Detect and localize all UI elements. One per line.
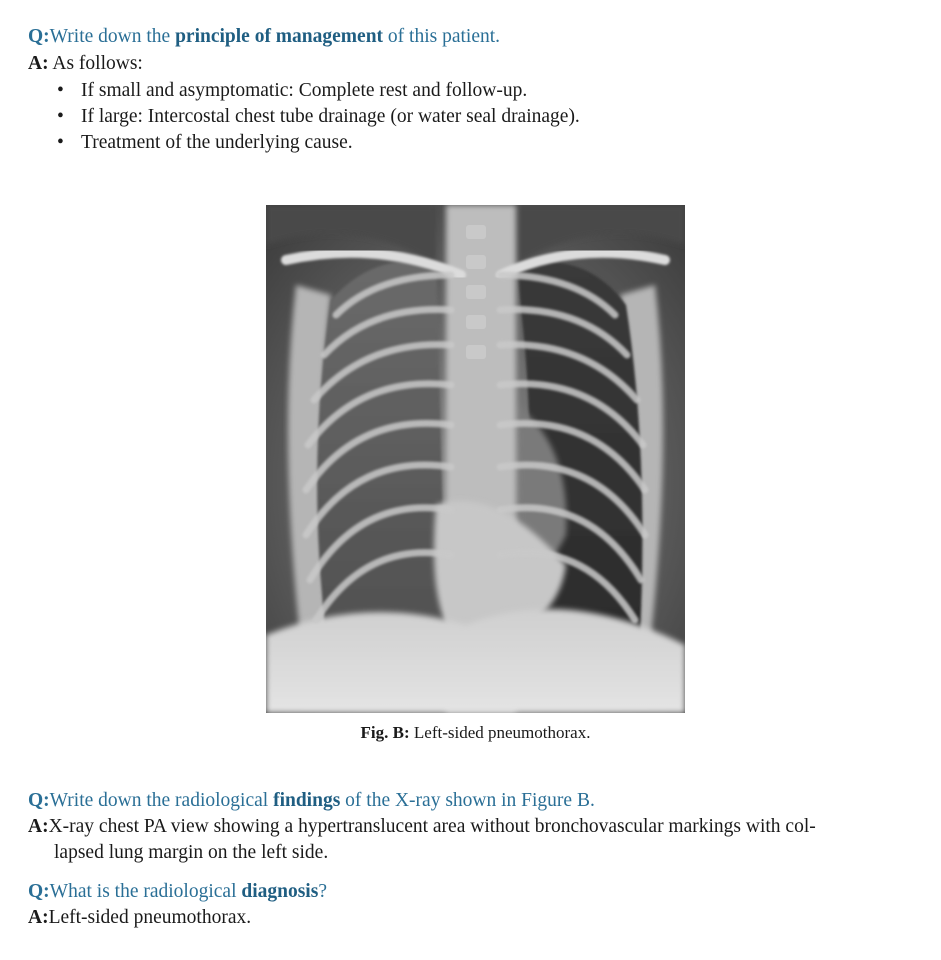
answer-label: A:: [28, 907, 49, 928]
list-item-text: If large: Intercostal chest tube drainage (or water seal drainage).: [81, 106, 580, 127]
answer-diagnosis: [28, 905, 251, 931]
chest-xray-image: [266, 205, 685, 713]
question-findings: [28, 788, 595, 814]
list-item: [57, 130, 353, 156]
question-text-bold: principle of management: [175, 26, 384, 47]
question-diagnosis: [28, 879, 327, 905]
figure-caption: [266, 721, 685, 745]
answer-text: As follows:: [48, 53, 143, 74]
answer-line-2: lapsed lung margin on the left side.: [54, 842, 329, 863]
question-text-post: ?: [318, 881, 327, 902]
question-text-post: of the X-ray shown in Figure B.: [340, 790, 595, 811]
answer-findings: [28, 814, 918, 866]
question-text-post: of this patient.: [383, 26, 501, 47]
question-label: Q:: [28, 790, 50, 811]
list-item: [57, 104, 580, 130]
caption-label: Fig. B:: [360, 723, 410, 742]
question-management: [28, 24, 500, 50]
question-text-pre: Write down the: [49, 26, 176, 47]
bullet-icon: •: [57, 106, 64, 127]
list-item-text: Treatment of the underlying cause.: [81, 132, 353, 153]
answer-line-1: X-ray chest PA view showing a hypertranslucent area without bronchovascular markings with col-: [48, 816, 816, 837]
question-label: Q:: [28, 881, 50, 902]
answer-text: Left-sided pneumothorax.: [48, 907, 252, 928]
bullet-icon: •: [57, 132, 64, 153]
list-item: [57, 78, 527, 104]
answer-label: A:: [28, 816, 49, 837]
list-item-text: If small and asymptomatic: Complete rest and follow-up.: [81, 80, 528, 101]
answer-management: [28, 51, 143, 77]
question-text-bold: findings: [273, 790, 341, 811]
question-text-pre: What is the radiological: [49, 881, 242, 902]
question-text-pre: Write down the radiological: [49, 790, 274, 811]
question-label: Q:: [28, 26, 50, 47]
caption-text: Left-sided pneumothorax.: [409, 723, 591, 742]
question-text-bold: diagnosis: [241, 881, 319, 902]
answer-label: A:: [28, 53, 49, 74]
bullet-icon: •: [57, 80, 64, 101]
